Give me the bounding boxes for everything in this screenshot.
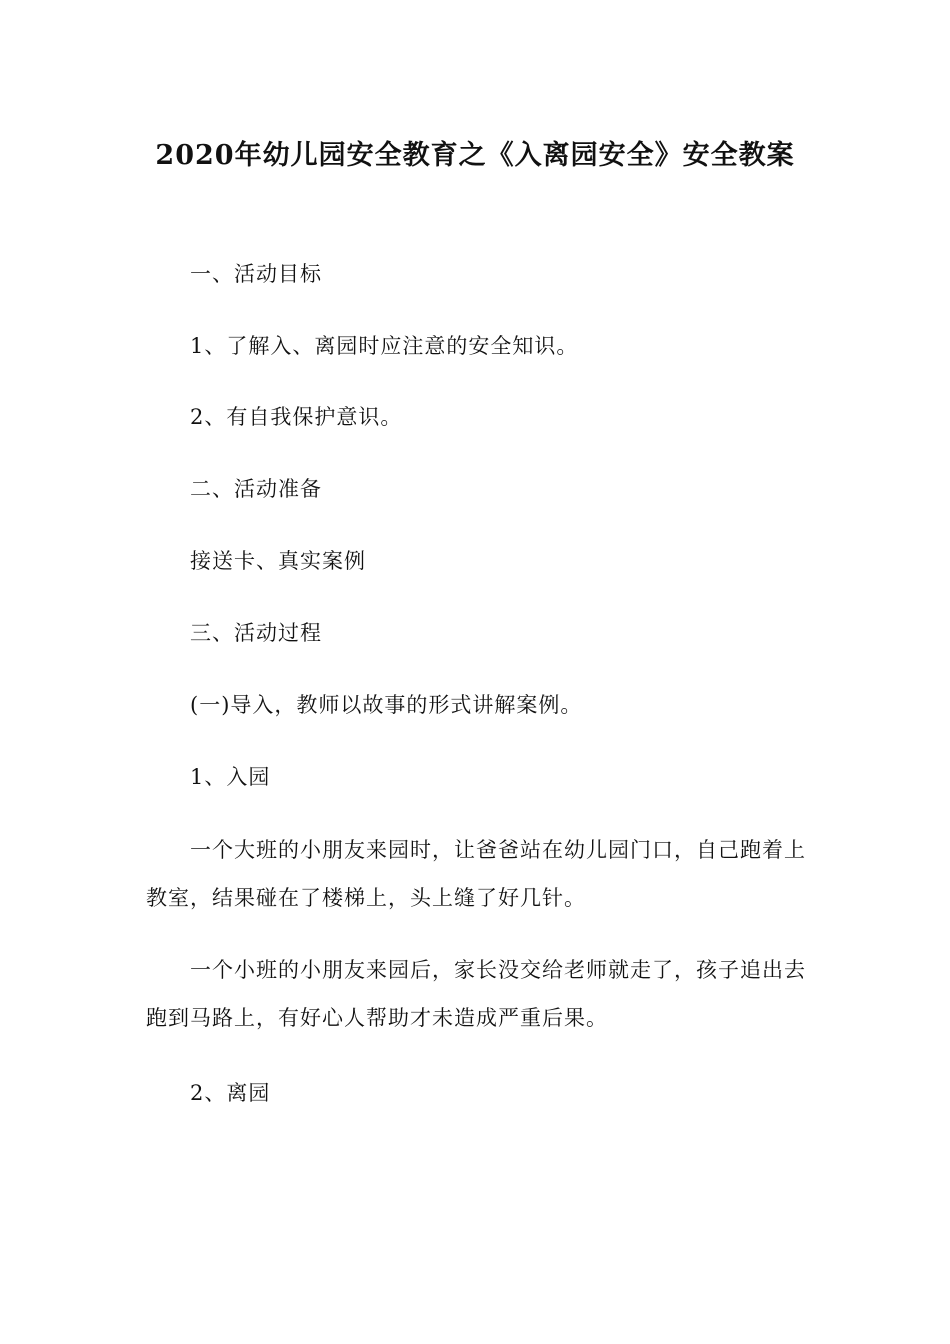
preparation-text: 接送卡、真实案例	[190, 549, 366, 573]
subheading-entry: 1、入园	[190, 765, 271, 789]
section-heading-process: 三、活动过程	[190, 621, 322, 645]
case-paragraph-1: 一个大班的小朋友来园时，让爸爸站在幼儿园门口，自己跑着上教室，结果碰在了楼梯上，头上缝了好几针。	[146, 838, 806, 910]
goal-item-1: 1、了解入、离园时应注意的安全知识。	[190, 334, 579, 358]
subheading-departure: 2、离园	[190, 1081, 271, 1105]
section-heading-goals: 一、活动目标	[190, 262, 322, 286]
process-intro: (一)导入，教师以故事的形式讲解案例。	[190, 693, 583, 717]
goal-item-2: 2、有自我保护意识。	[190, 405, 403, 429]
section-heading-preparation: 二、活动准备	[190, 477, 322, 501]
document-title: 2020年幼儿园安全教育之《入离园安全》安全教案	[155, 140, 795, 171]
case-paragraph-2: 一个小班的小朋友来园后，家长没交给老师就走了，孩子追出去跑到马路上，有好心人帮助才未造成严重后果。	[146, 958, 806, 1030]
